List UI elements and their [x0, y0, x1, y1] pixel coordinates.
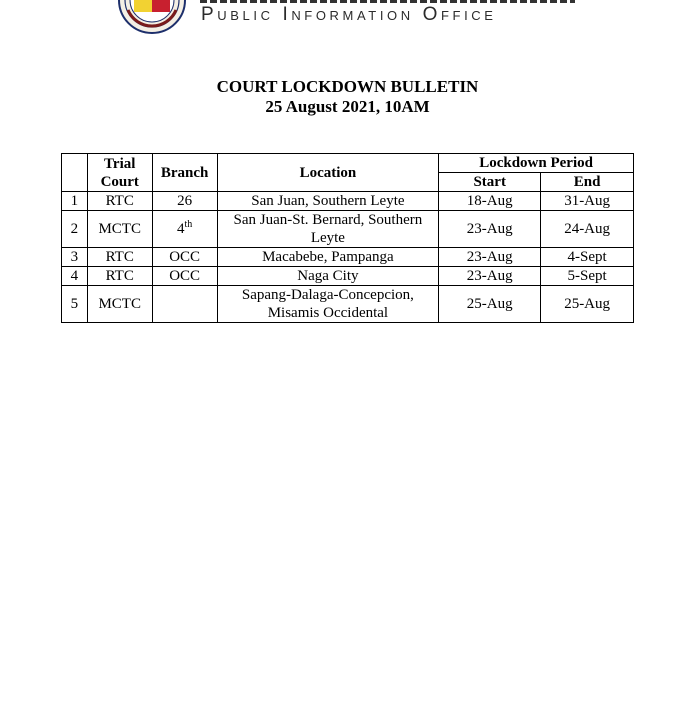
row-location: Sapang-Dalaga-Concepcion, Misamis Occidental [217, 286, 439, 323]
row-court: MCTC [87, 211, 152, 248]
row-court: RTC [87, 192, 152, 211]
table-row [62, 267, 634, 286]
row-end: 24-Aug [541, 211, 634, 248]
row-location: San Juan, Southern Leyte [217, 192, 439, 211]
row-start: 18-Aug [439, 192, 541, 211]
row-start: 23-Aug [439, 267, 541, 286]
table-row [62, 192, 634, 211]
row-end: 5-Sept [541, 267, 634, 286]
table-row [62, 211, 634, 248]
row-number: 2 [62, 211, 88, 248]
row-start: 23-Aug [439, 211, 541, 248]
table-row [62, 286, 634, 323]
office-name: Public Information Office [201, 4, 497, 25]
letterhead [0, 0, 695, 34]
branch-value: 4 [177, 221, 185, 237]
row-branch [152, 286, 217, 323]
row-number: 5 [62, 286, 88, 323]
row-number: 1 [62, 192, 88, 211]
row-court: RTC [87, 267, 152, 286]
row-location: Macabebe, Pampanga [217, 248, 439, 267]
row-branch [152, 267, 217, 286]
row-number: 4 [62, 267, 88, 286]
header-number [62, 154, 88, 192]
lockdown-table [61, 153, 634, 323]
header-trial-court: Trial Court [87, 154, 152, 192]
row-location: San Juan-St. Bernard, Southern Leyte [217, 211, 439, 248]
branch-value: OCC [169, 249, 201, 265]
header-branch: Branch [152, 154, 217, 192]
row-court: RTC [87, 248, 152, 267]
row-branch [152, 211, 217, 248]
header-end: End [541, 173, 634, 192]
row-location: Naga City [217, 267, 439, 286]
row-start: 25-Aug [439, 286, 541, 323]
row-end: 4-Sept [541, 248, 634, 267]
header-lockdown-period: Lockdown Period [439, 154, 634, 173]
table-row [62, 248, 634, 267]
branch-value: OCC [169, 268, 201, 284]
header-location: Location [217, 154, 439, 192]
bulletin-title: COURT LOCKDOWN BULLETIN [216, 77, 479, 96]
header-start: Start [439, 173, 541, 192]
row-start: 23-Aug [439, 248, 541, 267]
row-branch [152, 192, 217, 211]
row-end: 31-Aug [541, 192, 634, 211]
row-number: 3 [62, 248, 88, 267]
row-end: 25-Aug [541, 286, 634, 323]
row-court: MCTC [87, 286, 152, 323]
row-branch [152, 248, 217, 267]
branch-value: 26 [177, 193, 193, 209]
bulletin-date: 25 August 2021, 10AM [265, 97, 430, 116]
supreme-court-seal-icon [118, 0, 186, 34]
branch-suffix: th [184, 219, 193, 230]
